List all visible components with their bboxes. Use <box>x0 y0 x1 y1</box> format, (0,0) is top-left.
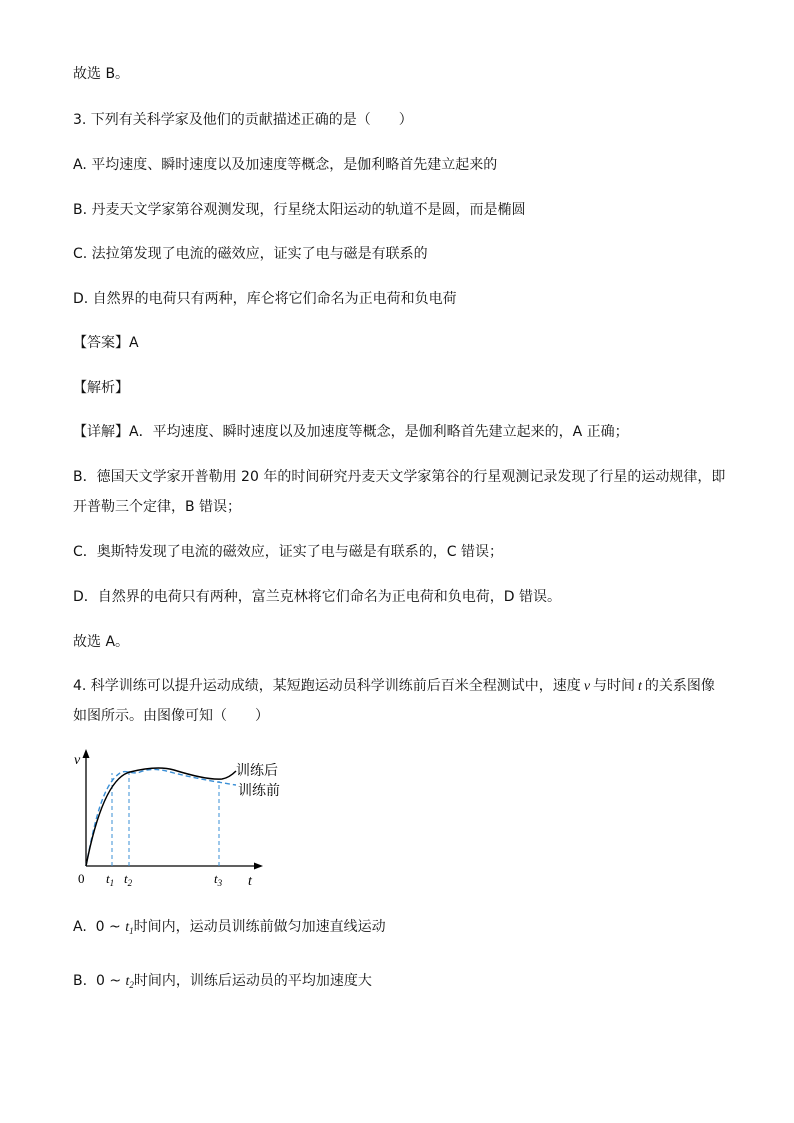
question-4-stem-line1 <box>73 676 715 697</box>
q3-analysis-title: 【解析】 <box>73 380 129 396</box>
velocity-time-graph <box>70 745 300 895</box>
q3-option-c: C. 法拉第发现了电流的磁效应，证实了电与磁是有联系的 <box>73 246 428 262</box>
q3-detail-b-line2: 开普勒三个定律，B 错误； <box>73 499 242 515</box>
t1-subscript: 1 <box>109 878 115 888</box>
previous-conclusion: 故选 B。 <box>73 66 130 82</box>
q3-detail-c: C．奥斯特发现了电流的磁效应，证实了电与磁是有联系的，C 错误； <box>73 544 503 560</box>
q4-option-b-text: 时间内，训练后运动员的平均加速度大 <box>133 973 372 989</box>
curve-before-training <box>86 769 236 866</box>
q4-stem-part2: 与时间 <box>593 678 636 694</box>
q4-option-a-prefix: A. 0 ~ <box>73 919 126 935</box>
curve-after-training <box>86 768 236 866</box>
t3-symbol: t <box>214 871 218 886</box>
q4-symbol-v: v <box>583 679 591 694</box>
q3-option-a: A. 平均速度、瞬时速度以及加速度等概念，是伽利略首先建立起来的 <box>73 157 498 173</box>
q3-detail-a: 【详解】A．平均速度、瞬时速度以及加速度等概念，是伽利略首先建立起来的，A 正确； <box>73 424 629 440</box>
q3-answer: 【答案】A <box>73 335 139 351</box>
t1-symbol: t <box>106 871 110 886</box>
y-axis-arrow <box>83 749 90 758</box>
q4-stem-part1: 4. 科学训练可以提升运动成绩，某短跑运动员科学训练前后百米全程测试中，速度 <box>73 678 581 694</box>
question-3-stem: 3. 下列有关科学家及他们的贡献描述正确的是（ ） <box>73 112 413 128</box>
q4-option-a-t: t <box>125 920 130 935</box>
q4-option-b-t: t <box>125 974 130 989</box>
question-4-stem-line2: 如图所示。由图像可知（ ） <box>73 708 269 724</box>
q4-option-b-prefix: B. 0 ~ <box>73 973 126 989</box>
y-axis-label: v <box>74 753 81 768</box>
q4-symbol-t: t <box>638 679 642 694</box>
q4-option-a <box>73 917 386 941</box>
x-axis-arrow <box>254 863 263 870</box>
t2-subscript: 2 <box>127 878 133 888</box>
q3-detail-b-line1: B．德国天文学家开普勒用 20 年的时间研究丹麦天文学家第谷的行星观测记录发现了行星的运动规律，即 <box>73 469 726 485</box>
t3-label <box>214 871 223 888</box>
t1-label <box>106 871 114 888</box>
q3-option-b: B. 丹麦天文学家第谷观测发现，行星绕太阳运动的轨道不是圆，而是椭圆 <box>73 202 526 218</box>
t2-label <box>124 871 133 888</box>
origin-label: 0 <box>78 871 85 886</box>
q4-option-a-text: 时间内，运动员训练前做匀加速直线运动 <box>133 919 386 935</box>
q4-stem-part3: 的关系图像 <box>644 678 715 694</box>
label-before-training: 训练前 <box>238 783 280 799</box>
x-axis-label: t <box>248 874 252 889</box>
q4-option-b-sub: 2 <box>129 980 134 990</box>
label-after-training: 训练后 <box>236 763 278 779</box>
q3-conclusion: 故选 A。 <box>73 634 130 650</box>
q4-option-b <box>73 971 372 995</box>
q4-option-a-sub: 1 <box>129 926 134 936</box>
q3-option-d: D. 自然界的电荷只有两种，库仑将它们命名为正电荷和负电荷 <box>73 291 457 307</box>
q3-detail-d: D．自然界的电荷只有两种，富兰克林将它们命名为正电荷和负电荷，D 错误。 <box>73 589 562 605</box>
t2-symbol: t <box>124 871 128 886</box>
t3-subscript: 3 <box>217 878 223 888</box>
